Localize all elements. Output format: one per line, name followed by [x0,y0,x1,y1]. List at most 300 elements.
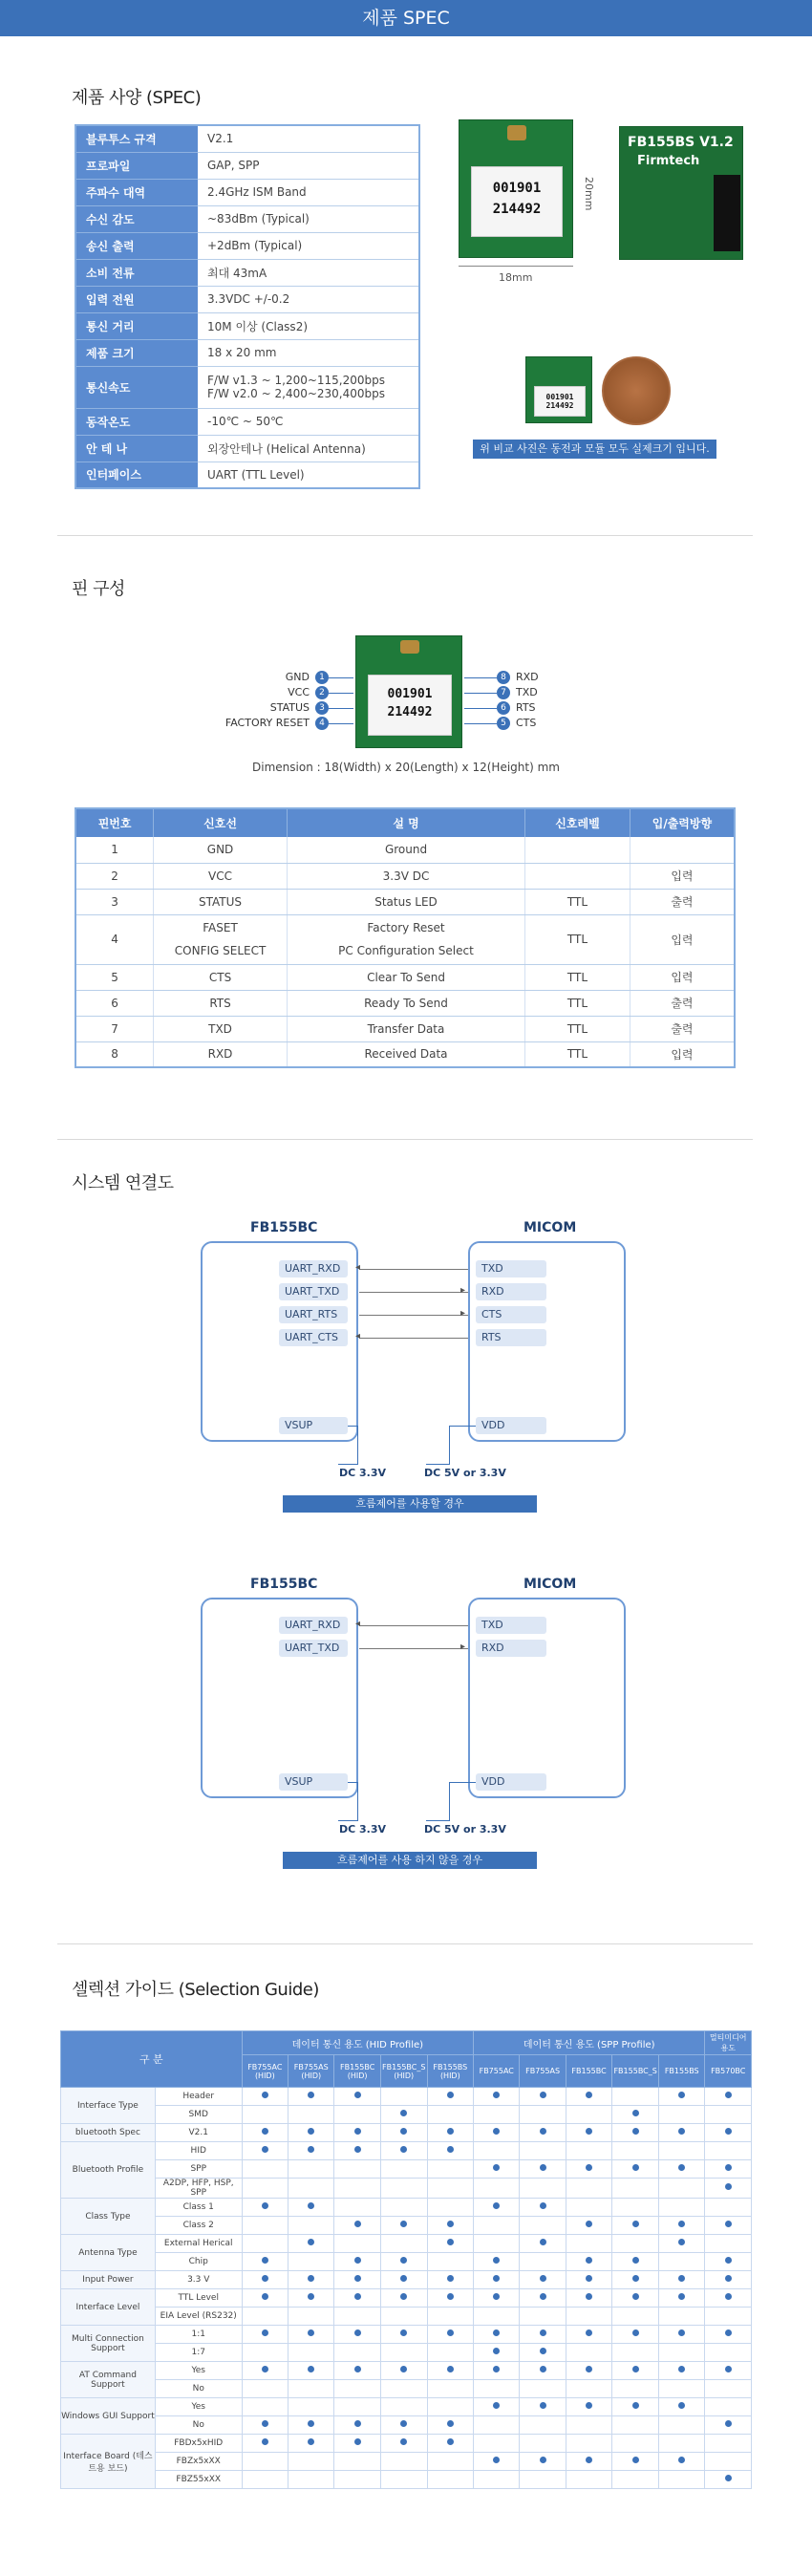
guide-cell [474,2398,520,2416]
pin-number-right: 8 [497,671,510,684]
guide-header-row [61,2031,752,2055]
supported-dot-icon [678,2402,685,2409]
pin-table-cell: 7 [75,1016,154,1041]
guide-cell [659,2271,705,2289]
supported-dot-icon [540,2329,546,2336]
guide-cell [380,2471,427,2489]
guide-cell [334,2326,380,2344]
pin-table-cell [630,837,735,863]
guide-cell [520,2326,566,2344]
guide-cell [288,2199,334,2217]
guide-cell [474,2362,520,2380]
diagram-caption: 흐름제어를 사용할 경우 [283,1495,537,1513]
guide-cell [474,2453,520,2471]
spec-row [75,312,419,339]
supported-dot-icon [586,2257,592,2264]
chip-line-1: 001901 [492,181,542,196]
guide-cell [334,2380,380,2398]
guide-cell [427,2106,473,2124]
spec-value-line: 10M 이상 (Class2) [207,319,309,333]
arrow-left-icon: ◂ [355,1331,361,1342]
guide-cell [427,2088,473,2106]
spec-row [75,339,419,366]
supported-dot-icon [447,2438,454,2445]
guide-cell [242,2453,288,2471]
guide-cell [474,2179,520,2199]
guide-sub: Yes [155,2398,242,2416]
guide-cell [334,2235,380,2253]
guide-cell [427,2453,473,2471]
pin-table-cell: FASET CONFIG SELECT [154,914,288,964]
spec-value [198,286,419,312]
guide-model: FB755AS [520,2055,566,2088]
supported-dot-icon [586,2128,592,2135]
guide-cell [242,2217,288,2235]
pin-table-cell: STATUS [154,889,288,914]
guide-row [61,2253,752,2271]
pin-leader [329,708,353,709]
guide-sub: SMD [155,2106,242,2124]
guide-cell [566,2217,611,2235]
guide-cell [288,2380,334,2398]
supported-dot-icon [725,2164,732,2171]
pin-table-cell: RTS [154,990,288,1016]
supported-dot-icon [493,2402,500,2409]
arrow-left-icon: ◂ [355,1262,361,1273]
guide-row [61,2088,752,2106]
guide-cell [474,2124,520,2142]
pin-leader [464,677,497,678]
pin-table-cell: TTL [525,1016,630,1041]
guide-cell [612,2362,659,2380]
page-header [0,0,812,36]
guide-cell [380,2380,427,2398]
guide-cell [427,2362,473,2380]
pin-table-cell: 5 [75,964,154,990]
supported-dot-icon [725,2275,732,2282]
guide-cell [705,2217,752,2235]
guide-cell [380,2344,427,2362]
guide-cell [566,2326,611,2344]
spec-key: 제품 크기 [75,339,198,366]
guide-cell [427,2326,473,2344]
guide-cell [380,2179,427,2199]
guide-cell [659,2344,705,2362]
guide-cell [659,2380,705,2398]
pin-table-cell: 입력 [630,1041,735,1067]
guide-cell [659,2453,705,2471]
spec-value-line: F/W v1.3 ~ 1,200~115,200bps [207,374,386,387]
pin-table-cell: 3.3V DC [287,863,524,889]
guide-cell [566,2142,611,2160]
supported-dot-icon [586,2366,592,2372]
supported-dot-icon [400,2146,407,2153]
pin-table-row [75,1041,735,1067]
spec-table [75,124,420,489]
spec-key: 프로파일 [75,152,198,179]
guide-cell [288,2235,334,2253]
spec-key: 통신속도 [75,366,198,408]
guide-cell [380,2106,427,2124]
spec-key: 안 테 나 [75,435,198,462]
power-line [338,1464,358,1465]
pin-table-cell: 2 [75,863,154,889]
pin-table-cell: TTL [525,1041,630,1067]
power-line [449,1426,476,1427]
arrow-right-icon: ▸ [460,1642,466,1652]
guide-cell [288,2289,334,2308]
guide-cell [380,2308,427,2326]
right-power: VDD [476,1773,546,1791]
signal-arrow [359,1338,468,1339]
guide-cell [380,2416,427,2435]
supported-dot-icon [262,2329,268,2336]
spec-row [75,435,419,462]
supported-dot-icon [354,2146,361,2153]
pin-number-right: 5 [497,717,510,730]
guide-sub: Chip [155,2253,242,2271]
pin-table-cell: TTL [525,990,630,1016]
guide-row [61,2344,752,2362]
supported-dot-icon [632,2366,639,2372]
supported-dot-icon [262,2420,268,2427]
guide-cell [612,2308,659,2326]
guide-cell [380,2160,427,2179]
guide-cell [520,2471,566,2489]
guide-cell [288,2398,334,2416]
guide-cell [380,2142,427,2160]
guide-cell [427,2289,473,2308]
guide-cell [520,2289,566,2308]
supported-dot-icon [308,2146,314,2153]
guide-cell [612,2088,659,2106]
guide-row [61,2380,752,2398]
guide-cell [566,2124,611,2142]
module-photo-back [619,126,743,260]
supported-dot-icon [447,2146,454,2153]
guide-cell [705,2344,752,2362]
supported-dot-icon [678,2221,685,2227]
spec-value [198,408,419,435]
supported-dot-icon [262,2293,268,2300]
guide-cell [705,2362,752,2380]
spec-value [198,179,419,205]
supported-dot-icon [678,2457,685,2463]
spec-value-line: 2.4GHz ISM Band [207,185,307,199]
guide-cell [612,2271,659,2289]
guide-cell [334,2471,380,2489]
supported-dot-icon [540,2457,546,2463]
supported-dot-icon [262,2275,268,2282]
pin-number-left: 2 [315,686,329,699]
pin-number-right: 6 [497,701,510,715]
guide-cell [288,2253,334,2271]
supported-dot-icon [586,2293,592,2300]
guide-cell [520,2271,566,2289]
guide-cell [566,2289,611,2308]
spec-row [75,232,419,259]
supported-dot-icon [262,2202,268,2209]
guide-cell [659,2362,705,2380]
guide-cell [612,2253,659,2271]
guide-model: FB155BC_S [612,2055,659,2088]
supported-dot-icon [354,2128,361,2135]
supported-dot-icon [308,2239,314,2245]
guide-sub: 1:1 [155,2326,242,2344]
left-power: VSUP [279,1417,348,1434]
guide-row [61,2453,752,2471]
guide-row [61,2308,752,2326]
guide-group: Interface Level [61,2289,156,2326]
supported-dot-icon [493,2257,500,2264]
guide-sub: Header [155,2088,242,2106]
guide-cell [520,2235,566,2253]
guide-sub: Yes [155,2362,242,2380]
guide-cell [612,2416,659,2435]
guide-cell [334,2416,380,2435]
guide-cell [288,2106,334,2124]
supported-dot-icon [447,2128,454,2135]
guide-cell [659,2471,705,2489]
guide-cell [659,2142,705,2160]
pin-leader [329,693,353,694]
guide-cell [242,2308,288,2326]
right-signal: RXD [476,1640,546,1657]
guide-cell [520,2398,566,2416]
pin-dimension: Dimension : 18(Width) x 20(Length) x 12(Height) mm [252,761,560,774]
pin-label-left: GND [285,671,310,683]
antenna-icon [400,640,419,654]
supported-dot-icon [354,2366,361,2372]
supported-dot-icon [632,2110,639,2116]
pin-label-right: RXD [516,671,539,683]
supported-dot-icon [540,2164,546,2171]
guide-cell [380,2271,427,2289]
guide-cell [612,2471,659,2489]
supported-dot-icon [725,2420,732,2427]
dc-right-label: DC 5V or 3.3V [424,1467,506,1479]
supported-dot-icon [632,2293,639,2300]
guide-cell [612,2124,659,2142]
guide-cell [659,2435,705,2453]
supported-dot-icon [678,2128,685,2135]
left-block-title: FB155BC [250,1577,318,1592]
guide-cell [380,2199,427,2217]
pin-table-cell: 6 [75,990,154,1016]
pin-label-right: TXD [516,686,538,698]
power-line [449,1782,450,1820]
pin-number-left: 3 [315,701,329,715]
pin-table-row [75,990,735,1016]
guide-cell [659,2398,705,2416]
signal-arrow [359,1315,468,1316]
supported-dot-icon [447,2420,454,2427]
pin-table-cell: Clear To Send [287,964,524,990]
pin-table-cell [525,837,630,863]
right-signal: RTS [476,1329,546,1346]
guide-cell [242,2326,288,2344]
guide-cell [242,2289,288,2308]
guide-model: FB755AC [474,2055,520,2088]
supported-dot-icon [540,2348,546,2354]
spec-key: 블루투스 규격 [75,125,198,152]
pin-table-row [75,889,735,914]
pin-table-cell: RXD [154,1041,288,1067]
guide-row [61,2160,752,2179]
system-title: 시스템 연결도 [72,1173,174,1193]
guide-row [61,2398,752,2416]
supported-dot-icon [447,2275,454,2282]
guide-cell [474,2217,520,2235]
guide-group: bluetooth Spec [61,2124,156,2142]
pin-table-cell: Transfer Data [287,1016,524,1041]
guide-cell [705,2106,752,2124]
guide-cell [612,2160,659,2179]
guide-cell [380,2435,427,2453]
spec-key: 주파수 대역 [75,179,198,205]
power-line [357,1782,358,1820]
supported-dot-icon [447,2221,454,2227]
spec-value-line: +2dBm (Typical) [207,239,303,252]
supported-dot-icon [725,2183,732,2190]
guide-cell [427,2471,473,2489]
guide-cell [566,2344,611,2362]
supported-dot-icon [354,2221,361,2227]
guide-cell [520,2106,566,2124]
spec-value [198,259,419,286]
guide-sub: Class 2 [155,2217,242,2235]
guide-cell [659,2289,705,2308]
pin-table-cell: GND [154,837,288,863]
guide-cell [566,2362,611,2380]
pin-table-cell: Ready To Send [287,990,524,1016]
supported-dot-icon [586,2329,592,2336]
guide-row [61,2217,752,2235]
supported-dot-icon [632,2257,639,2264]
guide-cell [242,2142,288,2160]
pin-leader [329,723,353,724]
right-signal: TXD [476,1617,546,1634]
supported-dot-icon [447,2329,454,2336]
guide-cell [288,2471,334,2489]
supported-dot-icon [540,2275,546,2282]
guide-cell [659,2088,705,2106]
guide-cell [520,2199,566,2217]
guide-group: AT Command Support [61,2362,156,2398]
supported-dot-icon [400,2128,407,2135]
guide-cell [520,2253,566,2271]
guide-cell [334,2453,380,2471]
guide-group: Interface Type [61,2088,156,2124]
guide-cell [520,2308,566,2326]
guide-cell [705,2124,752,2142]
spec-key: 통신 거리 [75,312,198,339]
pin-leader [464,723,497,724]
pin-table-cell: 4 [75,914,154,964]
power-line [449,1426,450,1464]
spec-value-line: -10℃ ~ 50℃ [207,415,284,428]
guide-cell [705,2326,752,2344]
supported-dot-icon [262,2092,268,2098]
guide-cell [288,2416,334,2435]
spec-value-line: ~83dBm (Typical) [207,212,310,225]
guide-row [61,2235,752,2253]
guide-group: Interface Board (테스트용 보드) [61,2435,156,2489]
pin-table-row [75,1016,735,1041]
guide-cell [334,2160,380,2179]
guide-cell [520,2142,566,2160]
supported-dot-icon [586,2092,592,2098]
pin-table-cell: TTL [525,889,630,914]
guide-cell [705,2088,752,2106]
guide-sub: External Herical [155,2235,242,2253]
supported-dot-icon [632,2329,639,2336]
supported-dot-icon [493,2128,500,2135]
pin-table-heading: 신호레벨 [525,808,630,837]
guide-model: FB755AC (HID) [242,2055,288,2088]
power-line [338,1820,358,1821]
right-signal: TXD [476,1260,546,1277]
dc-left-label: DC 3.3V [339,1467,387,1479]
divider-3 [57,1943,753,1944]
guide-cell [288,2160,334,2179]
guide-cell [427,2253,473,2271]
pin-table-cell: VCC [154,863,288,889]
guide-sub: EIA Level (RS232) [155,2308,242,2326]
spec-row [75,125,419,152]
supported-dot-icon [678,2092,685,2098]
supported-dot-icon [725,2293,732,2300]
supported-dot-icon [493,2164,500,2171]
supported-dot-icon [262,2438,268,2445]
module-photo-front [459,119,573,258]
guide-row [61,2124,752,2142]
supported-dot-icon [308,2293,314,2300]
guide-model: FB155BS [659,2055,705,2088]
guide-cell [474,2235,520,2253]
spec-value-line: 18 x 20 mm [207,346,277,359]
supported-dot-icon [632,2164,639,2171]
supported-dot-icon [725,2475,732,2481]
left-signal: UART_RXD [279,1617,348,1634]
guide-cell [612,2380,659,2398]
pin-table-row [75,837,735,863]
spec-value-line-2: F/W v2.0 ~ 2,400~230,400bps [207,387,386,400]
guide-cell [566,2179,611,2199]
guide-sub: Class 1 [155,2199,242,2217]
pin-table-cell: 입력 [630,914,735,964]
guide-sub: FBZx5xXX [155,2453,242,2471]
supported-dot-icon [308,2128,314,2135]
guide-row [61,2416,752,2435]
arrow-right-icon: ▸ [460,1308,466,1319]
pin-table-cell: 8 [75,1041,154,1067]
coin-icon [602,356,671,425]
guide-cell [474,2471,520,2489]
supported-dot-icon [725,2366,732,2372]
guide-row [61,2471,752,2489]
module-chip [471,166,563,237]
guide-sub: V2.1 [155,2124,242,2142]
supported-dot-icon [308,2092,314,2098]
pin-table-cell: 출력 [630,1016,735,1041]
divider-1 [57,535,753,536]
spec-row [75,286,419,312]
guide-cell [288,2326,334,2344]
supported-dot-icon [262,2366,268,2372]
supported-dot-icon [400,2257,407,2264]
guide-cell [380,2235,427,2253]
